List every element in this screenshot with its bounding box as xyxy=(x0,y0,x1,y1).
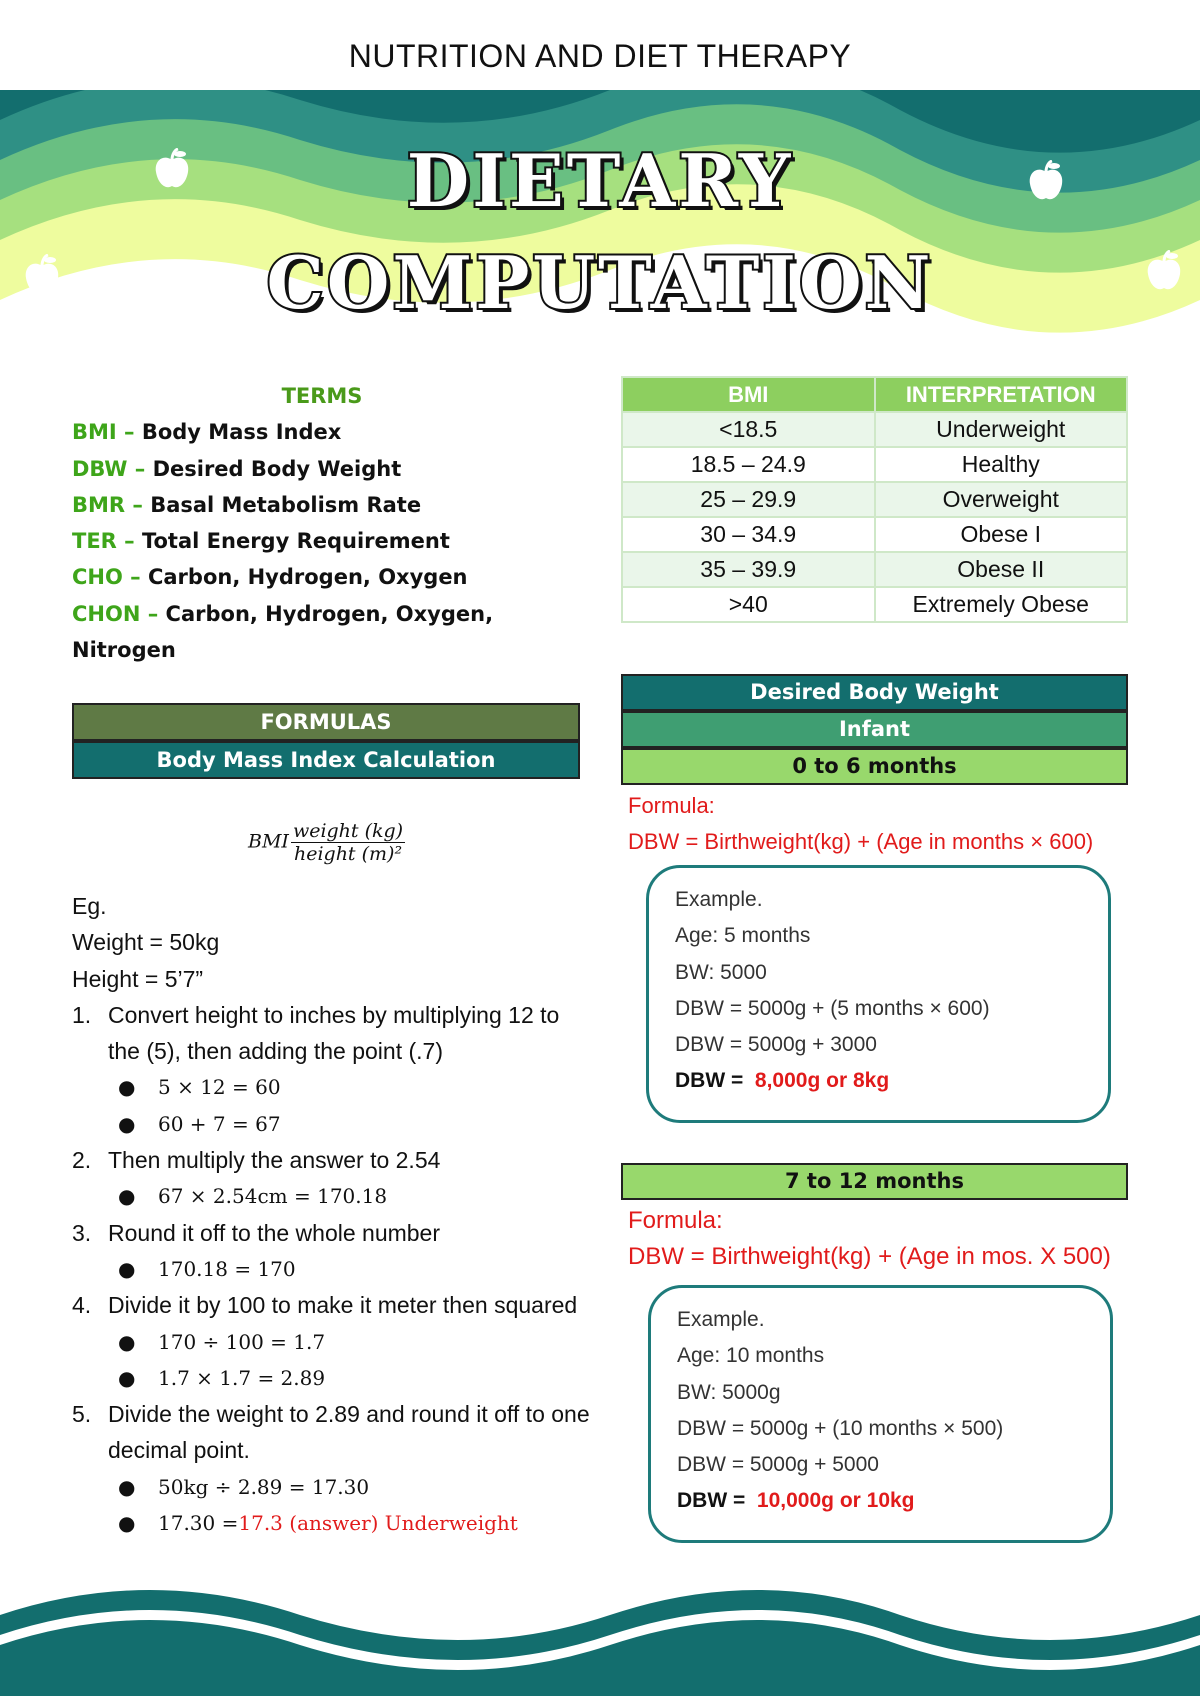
example-line: BW: 5000g xyxy=(677,1380,781,1404)
bmi-range-cell: 18.5 – 24.9 xyxy=(622,447,875,482)
dbw-infant-heading: Infant xyxy=(621,711,1128,748)
list-item: ● 17.30 = 17.3 (answer) Underweight xyxy=(72,1505,592,1541)
formula-label: Formula: xyxy=(628,1207,723,1234)
example-label: Eg. xyxy=(72,893,107,919)
bmi-range-cell: >40 xyxy=(622,587,875,622)
interpretation-cell: Obese II xyxy=(875,552,1128,587)
term-item: BMR – Basal Metabolism Rate xyxy=(72,492,422,517)
interpretation-cell: Obese I xyxy=(875,517,1128,552)
formula-label: Formula: xyxy=(628,793,715,818)
example-line: DBW = 5000g + (5 months × 600) xyxy=(675,996,990,1020)
dbw-range-7-12: 7 to 12 months xyxy=(621,1163,1128,1200)
bmi-range-cell: 35 – 39.9 xyxy=(622,552,875,587)
list-item: ● 50kg ÷ 2.89 = 17.30 xyxy=(118,1474,370,1499)
bmi-interpretation-table xyxy=(621,376,1128,623)
interpretation-cell: Extremely Obese xyxy=(875,587,1128,622)
table-row xyxy=(622,587,1127,622)
list-item: 5. Divide the weight to 2.89 and round it off to one decimal point. xyxy=(72,1401,590,1464)
bmi-formula-label: BMI xyxy=(248,830,289,853)
dbw-range-0-6: 0 to 6 months xyxy=(621,748,1128,785)
table-header-row xyxy=(622,377,1127,412)
title-line-2: COMPUTATION xyxy=(266,240,934,325)
dbw-formula-0-6 xyxy=(628,788,1093,861)
list-item: ● 60 + 7 = 67 xyxy=(118,1111,281,1136)
list-item: ● 67 × 2.54cm = 170.18 xyxy=(118,1184,388,1209)
example-weight: Weight = 50kg xyxy=(72,929,220,956)
bmi-range-cell: <18.5 xyxy=(622,412,875,447)
term-item: CHON – Carbon, Hydrogen, Oxygen, xyxy=(72,601,494,626)
formula-text: DBW = Birthweight(kg) + (Age in mos. X 500) xyxy=(628,1243,1111,1271)
bmi-calculation-heading: Body Mass Index Calculation xyxy=(72,741,580,779)
table-row xyxy=(622,517,1127,552)
bmi-example-steps xyxy=(72,888,592,1541)
term-item: DBW – Desired Body Weight xyxy=(72,456,402,481)
term-item: TER – Total Energy Requirement xyxy=(72,529,450,554)
example-line: Example. xyxy=(675,888,763,911)
dbw-heading: Desired Body Weight xyxy=(621,674,1128,711)
example-line: DBW = 5000g + (10 months × 500) xyxy=(677,1416,1004,1440)
example-line: BW: 5000 xyxy=(675,960,767,984)
interpretation-cell: Overweight xyxy=(875,482,1128,517)
formula-text: DBW = Birthweight(kg) + (Age in months × 600) xyxy=(628,829,1094,855)
list-item: 3. Round it off to the whole number xyxy=(72,1219,441,1246)
list-item: ● 1.7 × 1.7 = 2.89 xyxy=(118,1365,326,1390)
column-header: INTERPRETATION xyxy=(875,377,1128,412)
list-item: 2. Then multiply the answer to 2.54 xyxy=(72,1147,441,1174)
term-item: CHO – Carbon, Hydrogen, Oxygen xyxy=(72,565,468,590)
formulas-heading: FORMULAS xyxy=(72,703,580,741)
interpretation-cell: Healthy xyxy=(875,447,1128,482)
example-line: Age: 5 months xyxy=(675,924,811,948)
document-subject: NUTRITION AND DIET THERAPY xyxy=(348,38,852,74)
example-height: Height = 5’7” xyxy=(72,965,204,992)
list-item: ● 170.18 = 170 xyxy=(118,1256,296,1281)
example-result: DBW = 10,000g or 10kg xyxy=(677,1489,915,1513)
example-line: DBW = 5000g + 3000 xyxy=(675,1033,877,1057)
bmi-formula-numerator: weight (kg) xyxy=(292,820,404,842)
list-item: 1. Convert height to inches by multiplying 12 to the (5), then adding the point (.7) xyxy=(72,1001,560,1065)
footer-wave xyxy=(0,1585,1200,1696)
term-continuation: Nitrogen xyxy=(72,638,176,663)
table-row xyxy=(622,412,1127,447)
table-row xyxy=(622,447,1127,482)
table-row xyxy=(622,482,1127,517)
bmi-formula-denominator: height (m)² xyxy=(293,843,403,865)
example-result: DBW = 8,000g or 8kg xyxy=(675,1069,890,1093)
bmi-range-cell: 30 – 34.9 xyxy=(622,517,875,552)
dbw-example-box-7-12 xyxy=(648,1285,1113,1543)
bmi-answer: 17.3 (answer) Underweight xyxy=(238,1511,518,1536)
bmi-formula xyxy=(248,820,405,865)
terms-section xyxy=(72,378,592,668)
bmi-range-cell: 25 – 29.9 xyxy=(622,482,875,517)
term-item: BMI – Body Mass Index xyxy=(72,420,342,445)
example-line: DBW = 5000g + 5000 xyxy=(677,1453,879,1477)
example-line: Age: 10 months xyxy=(677,1344,825,1368)
list-item: 4. Divide it by 100 to make it meter then squared xyxy=(72,1292,578,1319)
example-line: Example. xyxy=(677,1308,765,1331)
terms-heading: TERMS xyxy=(281,384,363,408)
column-header: BMI xyxy=(622,377,875,412)
dbw-example-box-0-6 xyxy=(646,865,1111,1123)
table-row xyxy=(622,552,1127,587)
list-item: ● 5 × 12 = 60 xyxy=(118,1075,281,1100)
interpretation-cell: Underweight xyxy=(875,412,1128,447)
dbw-formula-7-12 xyxy=(628,1203,1111,1276)
list-item: ● 170 ÷ 100 = 1.7 xyxy=(118,1329,326,1354)
bmi-formula-fraction xyxy=(291,820,405,865)
title-line-1: DIETARY xyxy=(406,138,794,223)
